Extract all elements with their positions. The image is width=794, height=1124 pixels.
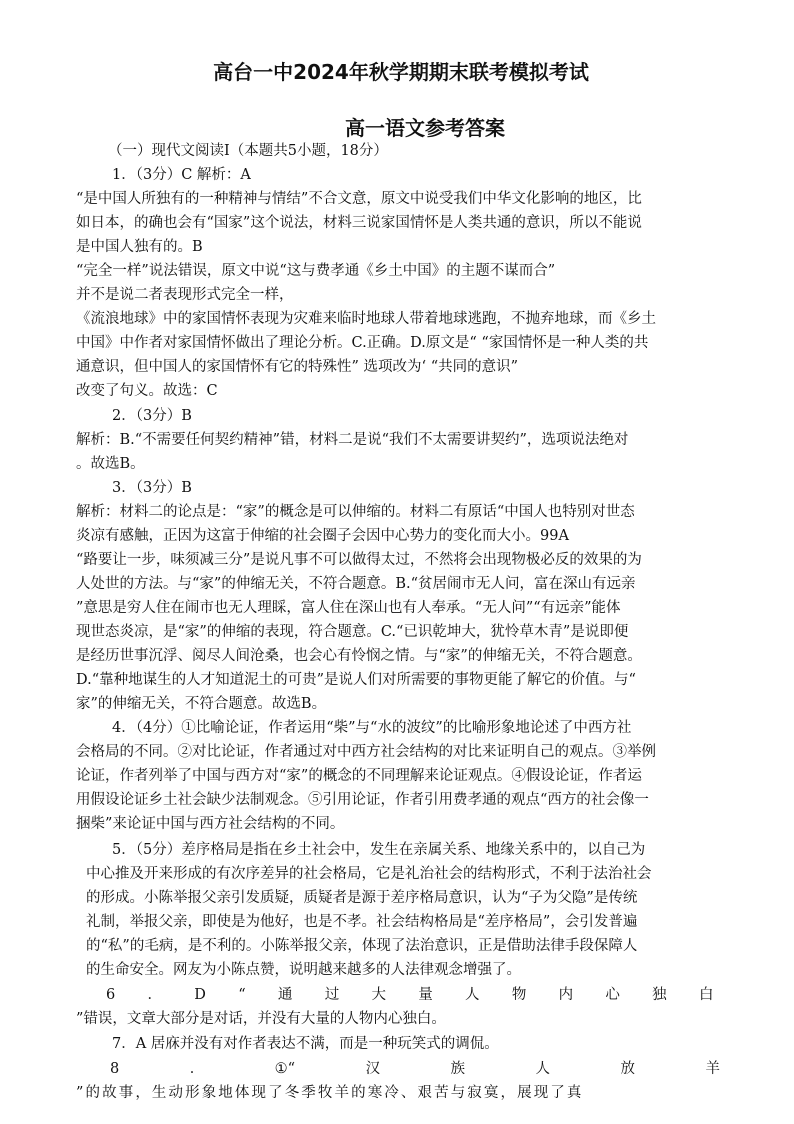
- q5-answer: 5．（5分）差序格局是指在乡土社会中，发生在亲属关系、地缘关系中的，以自己为: [112, 842, 646, 858]
- q5-answer-line: 礼制，举报父亲，即使是为他好，也是不孝。社会结构格局是“差序格局”，会引发普遍: [86, 914, 638, 930]
- q6-part: “: [238, 987, 247, 1003]
- q8-answer-line: ”的故事，生动形象地体现了冬季牧羊的寒冷、艰苦与寂寞，展现了真: [76, 1085, 584, 1101]
- q6-part: 内: [558, 987, 574, 1003]
- q6-part: 心: [605, 987, 621, 1003]
- q6-part: 物: [511, 987, 527, 1003]
- q6-part: 白: [698, 987, 714, 1003]
- q8-part: 羊: [705, 1061, 720, 1077]
- q2-answer: 2．（3分）B: [112, 408, 192, 424]
- q6-part: D: [194, 987, 207, 1003]
- q6-part: 通: [277, 987, 293, 1003]
- q1-explanation-line: 并不是说二者表现形式完全一样，: [76, 287, 294, 303]
- q5-answer-line: 的形成。小陈举报父亲引发质疑，质疑者是源于差序格局意识，认为“子为父隐”是传统: [86, 890, 638, 906]
- q6-part: ．: [147, 987, 163, 1003]
- q1-explanation-line: 如日本，的确也会有“国家”这个说法，材料三说家国情怀是人类共通的意识，所以不能说: [76, 215, 642, 231]
- q5-answer-line: 的“私”的毛病，是不利的。小陈举报父亲，体现了法治意识，正是借助法律手段保障人: [86, 938, 638, 954]
- q7-answer: 7．A 居庥并没有对作者表达不满，而是一种玩笑式的调侃。: [112, 1036, 499, 1052]
- q8-part: 人: [535, 1061, 550, 1077]
- q5-answer-line: 的生命安全。网友为小陈点赞，说明越来越多的人法律观念增强了。: [86, 962, 521, 978]
- q1-explanation-line: 改变了句义。故选：C: [76, 383, 218, 399]
- section-heading: （一）现代文阅读Ⅰ（本题共5小题，18分）: [108, 143, 388, 159]
- q2-explanation-line: 解析：B.“不需要任何契约精神”错，材料二是说“我们不太需要讲契约”，选项说法绝对: [76, 432, 629, 448]
- q1-explanation-line: 中国》中作者对家国情怀做出了理论分析。C.正确。D.原文是“ “家国情怀是一种人类的共: [76, 335, 649, 351]
- q8-part: 放: [620, 1061, 635, 1077]
- answer-key-title: 高一语文参考答案: [345, 116, 505, 140]
- q6-part: 过: [324, 987, 340, 1003]
- q6-part: 人: [465, 987, 481, 1003]
- q6-part: 独: [652, 987, 668, 1003]
- q4-answer-line: 用假设论证乡土社会缺少法制观念。⑤引用论证，作者引用费孝通的观点“西方的社会像一: [76, 792, 649, 808]
- q3-explanation-line: 现世态炎凉，是“家”的伸缩的表现，符合题意。C.“已识乾坤大，犹怜草木青”是说即便: [76, 624, 629, 640]
- q8-part: 8: [110, 1061, 120, 1077]
- q1-explanation-line: 是中国人独有的。B: [76, 239, 203, 255]
- q1-explanation-line: 通意识，但中国人的家国情怀有它的特殊性” 选项改为‘ “共同的意识”: [76, 359, 519, 375]
- q6-part: 大: [371, 987, 387, 1003]
- q4-answer: 4．（4分）①比喻论证，作者运用“柴”与“水的波纹”的比喻形象地论述了中西方社: [112, 720, 632, 736]
- exam-title: 高台一中2024年秋学期期末联考模拟考试: [213, 60, 589, 84]
- q3-explanation-line: “路要让一步，味须减三分”是说凡事不可以做得太过，不然将会出现物极必反的效果的为: [76, 552, 642, 568]
- q3-explanation-line: D.“靠种地谋生的人才知道泥土的可贵”是说人们对所需要的事物更能了解它的价值。与“: [76, 672, 636, 688]
- q1-explanation-line: “是中国人所独有的一种精神与情结”不合文意，原文中说受我们中华文化影响的地区，比: [76, 191, 642, 207]
- q8-part: 族: [450, 1061, 466, 1077]
- q3-explanation-line: 是经历世事沉浮、阅尽人间沧桑，也会心有怜悯之情。与“家”的伸缩无关，不符合题意。: [76, 648, 642, 664]
- q1-explanation-line: “完全一样”说法错误，原文中说“这与费孝通《乡土中国》的主题不谋而合”: [76, 263, 556, 279]
- q6-part: 6: [106, 987, 116, 1003]
- q3-explanation-line: ”意思是穷人住在闹市也无人理睬，富人住在深山也有人奉承。“无人问”“有远亲”能体: [76, 600, 621, 616]
- q4-answer-line: 论证，作者列举了中国与西方对“家”的概念的不同理解来论证观点。④假设论证，作者运: [76, 768, 642, 784]
- q8-answer-justified: [110, 1061, 720, 1078]
- q2-explanation-line: 。故选B。: [76, 456, 145, 472]
- q3-explanation-line: 人处世的方法。与“家”的伸缩无关，不符合题意。B.“贫居闹市无人问，富在深山有远亲: [76, 576, 636, 592]
- q6-answer-line: ”错误，文章大部分是对话，并没有大量的人物内心独白。: [76, 1011, 446, 1027]
- q1-explanation-line: 《流浪地球》中的家国情怀表现为灾难来临时地球人带着地球逃跑，不抛弃地球，而《乡土: [76, 311, 656, 327]
- q3-explanation-line: 家”的伸缩无关，不符合题意。故选B。: [76, 696, 327, 712]
- q8-part: 汉: [365, 1061, 381, 1077]
- q4-answer-line: 会格局的不同。②对比论证，作者通过对中西方社会结构的对比来证明自己的观点。③举例: [76, 744, 656, 760]
- q1-answer: 1．（3分）C 解析：A: [112, 167, 251, 183]
- q3-answer: 3．（3分）B: [112, 480, 192, 496]
- q5-answer-line: 中心推及开来形成的有次序差异的社会格局，它是礼治社会的结构形式，不利于法治社会: [86, 866, 652, 882]
- q4-answer-line: 捆柴”来论证中国与西方社会结构的不同。: [76, 816, 345, 832]
- q3-explanation-line: 炎凉有感触，正因为这富于伸缩的社会圈子会因中心势力的变化而大小。99A: [76, 528, 569, 544]
- q8-part: ①“: [274, 1061, 296, 1077]
- q6-answer-justified: [106, 987, 714, 1004]
- q6-part: 量: [418, 987, 434, 1003]
- q8-part: ．: [189, 1061, 205, 1077]
- q3-explanation-line: 解析：材料二的论点是：“家”的概念是可以伸缩的。材料二有原话“中国人也特别对世态: [76, 504, 635, 520]
